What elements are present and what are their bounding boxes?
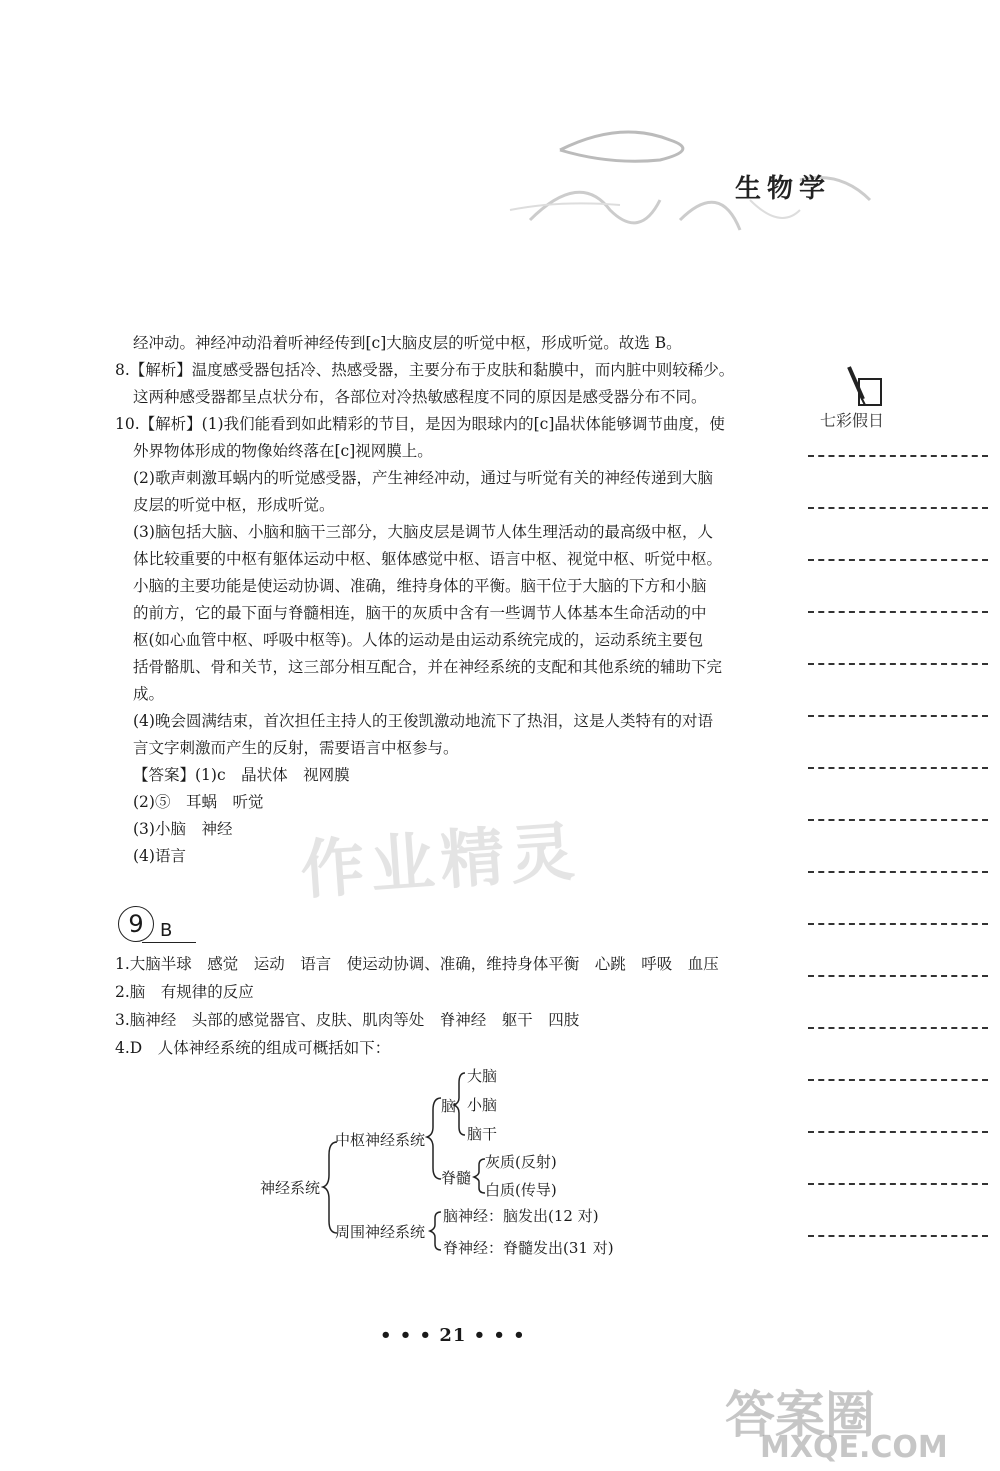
text-line: (2)歌声刺激耳蜗内的听觉感受器，产生神经冲动，通过与听觉有关的神经传递到大脑 xyxy=(133,469,713,487)
section-letter: B xyxy=(160,920,173,941)
answer-line: (2)⑤ 耳蜗 听觉 xyxy=(133,793,264,811)
tree-brackets xyxy=(255,1065,675,1265)
text-line: 的前方，它的最下面与脊髓相连，脑干的灰质中含有一些调节人体基本生命活动的中 xyxy=(133,604,707,622)
page-number: • • • 21 • • • xyxy=(380,1325,526,1346)
note-line xyxy=(808,975,988,977)
text-line: 这两种感受器都呈点状分布，各部位对冷热敏感程度不同的原因是感受器分布不同。 xyxy=(133,388,707,406)
text-line: 2.脑 有规律的反应 xyxy=(115,983,254,1001)
answer-line: (4)语言 xyxy=(133,847,186,865)
tree-brain-part: 小脑 xyxy=(467,1096,498,1114)
note-line xyxy=(808,1235,988,1237)
note-line xyxy=(808,715,988,717)
note-line xyxy=(808,1183,988,1185)
note-line xyxy=(808,1079,988,1081)
watermark: 作业精灵 xyxy=(298,814,583,909)
tree-root: 神经系统 xyxy=(260,1179,321,1197)
corner-url: MXQE.COM xyxy=(760,1430,948,1465)
text-line: 言文字刺激而产生的反射，需要语言中枢参与。 xyxy=(133,739,459,757)
tree-brain-part: 大脑 xyxy=(467,1067,498,1085)
text-line: 括骨骼肌、骨和关节，这三部分相互配合，并在神经系统的支配和其他系统的辅助下完 xyxy=(133,658,723,676)
text-line: 8.【解析】温度感受器包括冷、热感受器，主要分布于皮肤和黏膜中，而内脏中则较稀少。 xyxy=(115,361,735,379)
note-line xyxy=(808,663,988,665)
text-line: (4)晚会圆满结束，首次担任主持人的王俊凯激动地流下了热泪，这是人类特有的对语 xyxy=(133,712,713,730)
subject-title: 生物学 xyxy=(735,174,832,204)
sidebar-label: 七彩假日 xyxy=(820,411,885,430)
tree-spinal-part: 灰质(反射) xyxy=(485,1153,557,1171)
note-line xyxy=(808,767,988,769)
note-line xyxy=(808,1027,988,1029)
note-line xyxy=(808,559,988,561)
text-line: (3)脑包括大脑、小脑和脑干三部分，大脑皮层是调节人体生理活动的最高级中枢，人 xyxy=(133,523,713,541)
text-line: 3.脑神经 头部的感觉器官、皮肤、肌肉等处 脊神经 躯干 四肢 xyxy=(115,1011,580,1029)
text-line: 1.大脑半球 感觉 运动 语言 使运动协调、准确，维持身体平衡 心跳 呼吸 血压 xyxy=(115,955,719,973)
tree-peripheral: 周围神经系统 xyxy=(335,1223,426,1241)
section-number: 9 xyxy=(118,906,154,942)
section-underline xyxy=(142,942,196,943)
text-line: 外界物体形成的物像始终落在[c]视网膜上。 xyxy=(133,442,433,460)
answer-explanations xyxy=(115,330,755,870)
text-line: 体比较重要的中枢有躯体运动中枢、躯体感觉中枢、语言中枢、视觉中枢、听觉中枢。 xyxy=(133,550,723,568)
note-line xyxy=(808,507,988,509)
text-line: 成。 xyxy=(133,685,165,703)
tree-peripheral-part: 脊神经：脊髓发出(31 对) xyxy=(443,1239,614,1257)
tree-central: 中枢神经系统 xyxy=(335,1131,426,1149)
text-line: 枢(如心血管中枢、呼吸中枢等)。人体的运动是由运动系统完成的，运动系统主要包 xyxy=(133,631,704,649)
tree-brain-part: 脑干 xyxy=(467,1125,498,1143)
answer-line: (3)小脑 神经 xyxy=(133,820,233,838)
note-line xyxy=(808,923,988,925)
pen-notebook-icon xyxy=(845,365,885,410)
tree-peripheral-part: 脑神经：脑发出(12 对) xyxy=(443,1207,599,1225)
section-answers xyxy=(115,950,775,1062)
answer-line: 【答案】(1)c 晶状体 视网膜 xyxy=(133,766,350,784)
section-marker xyxy=(118,898,198,948)
note-line xyxy=(808,1131,988,1133)
text-line: 10.【解析】(1)我们能看到如此精彩的节目，是因为眼球内的[c]晶状体能够调节曲度，使 xyxy=(115,415,725,433)
tree-brain: 脑 xyxy=(441,1097,457,1115)
tree-spinal-part: 白质(传导) xyxy=(485,1181,557,1199)
text-line: 皮层的听觉中枢，形成听觉。 xyxy=(133,496,335,514)
text-line: 4.D 人体神经系统的组成可概括如下： xyxy=(115,1039,391,1057)
note-line xyxy=(808,819,988,821)
note-line xyxy=(808,611,988,613)
tree-spinal: 脊髓 xyxy=(441,1169,472,1187)
nervous-system-tree xyxy=(255,1065,675,1265)
corner-logo: 答案圈 xyxy=(725,1386,875,1444)
text-line: 经冲动。神经冲动沿着听神经传到[c]大脑皮层的听觉中枢，形成听觉。故选 B。 xyxy=(133,334,682,352)
note-line xyxy=(808,871,988,873)
note-line xyxy=(808,455,988,457)
text-line: 小脑的主要功能是使运动协调、准确，维持身体的平衡。脑干位于大脑的下方和小脑 xyxy=(133,577,707,595)
